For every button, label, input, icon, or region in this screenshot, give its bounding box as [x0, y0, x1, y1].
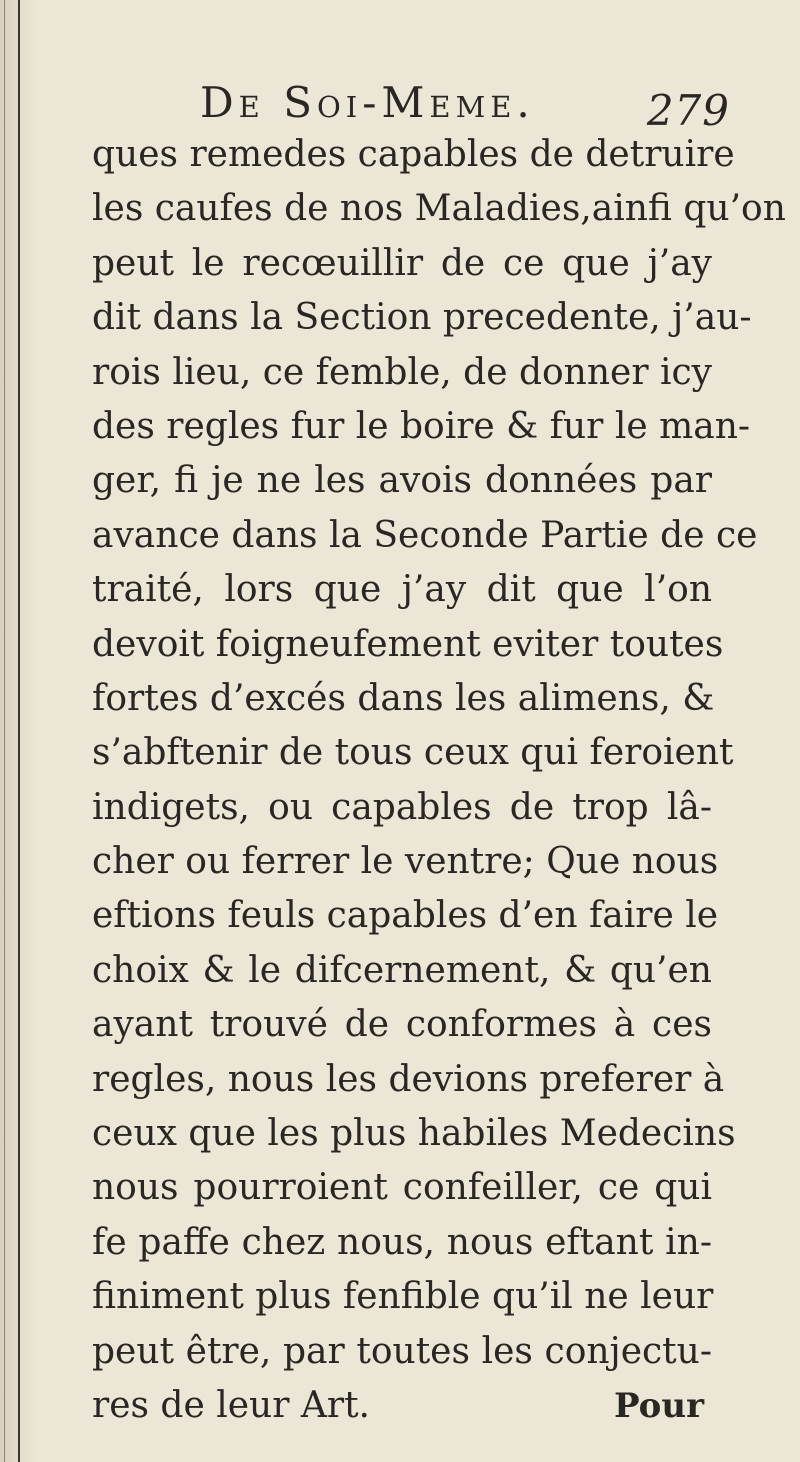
text-line: ayant trouvé de conformes à ces [92, 1004, 712, 1046]
text-line: eftions feuls capables d’en faire le [92, 895, 719, 937]
catchword: Pour [614, 1386, 704, 1426]
body-text [92, 128, 786, 1433]
text-line: des regles fur le boire & fur le man- [92, 405, 751, 447]
binding-edge-outer [4, 0, 5, 1462]
text-line: peut être, par toutes les conjectu- [92, 1330, 712, 1372]
page-gutter [0, 0, 40, 1462]
text-line: devoit foigneufement eviter toutes [92, 623, 724, 665]
text-line: les caufes de nos Maladies,ainfi qu’on [92, 188, 786, 230]
text-line: ger, fi je ne les avois données par [92, 460, 712, 502]
text-line: avance dans la Seconde Partie de ce [92, 514, 758, 556]
text-line: cher ou ferrer le ventre; Que nous [92, 841, 719, 883]
text-line: indigets, ou capables de trop lâ- [92, 786, 712, 828]
text-line: fe paffe chez nous, nous eftant in- [92, 1221, 712, 1263]
text-line: ceux que les plus habiles Medecins [92, 1113, 736, 1155]
page-number: 279 [646, 86, 730, 135]
text-line: rois lieu, ce femble, de donner icy [92, 351, 712, 393]
text-line-last: res de leur Art. [92, 1384, 370, 1426]
text-line: s’abftenir de tous ceux qui feroient [92, 732, 734, 774]
text-line: dit dans la Section precedente, j’au- [92, 297, 752, 339]
text-line: regles, nous les devions preferer à [92, 1058, 725, 1100]
text-line: ques remedes capables de detruire [92, 134, 735, 175]
text-line: fortes d’excés dans les alimens, & [92, 677, 715, 719]
text-line: nous pourroient confeiller, ce qui [92, 1167, 712, 1209]
running-title: De Soi-Meme. [200, 78, 535, 127]
text-line: finiment plus fenfible qu’il ne leur [92, 1276, 714, 1318]
binding-edge [18, 0, 20, 1462]
text-line: traité, lors que j’ay dit que l’on [92, 569, 712, 611]
text-line: peut le recœuillir de ce que j’ay [92, 242, 712, 284]
text-line: choix & le difcernement, & qu’en [92, 949, 712, 991]
